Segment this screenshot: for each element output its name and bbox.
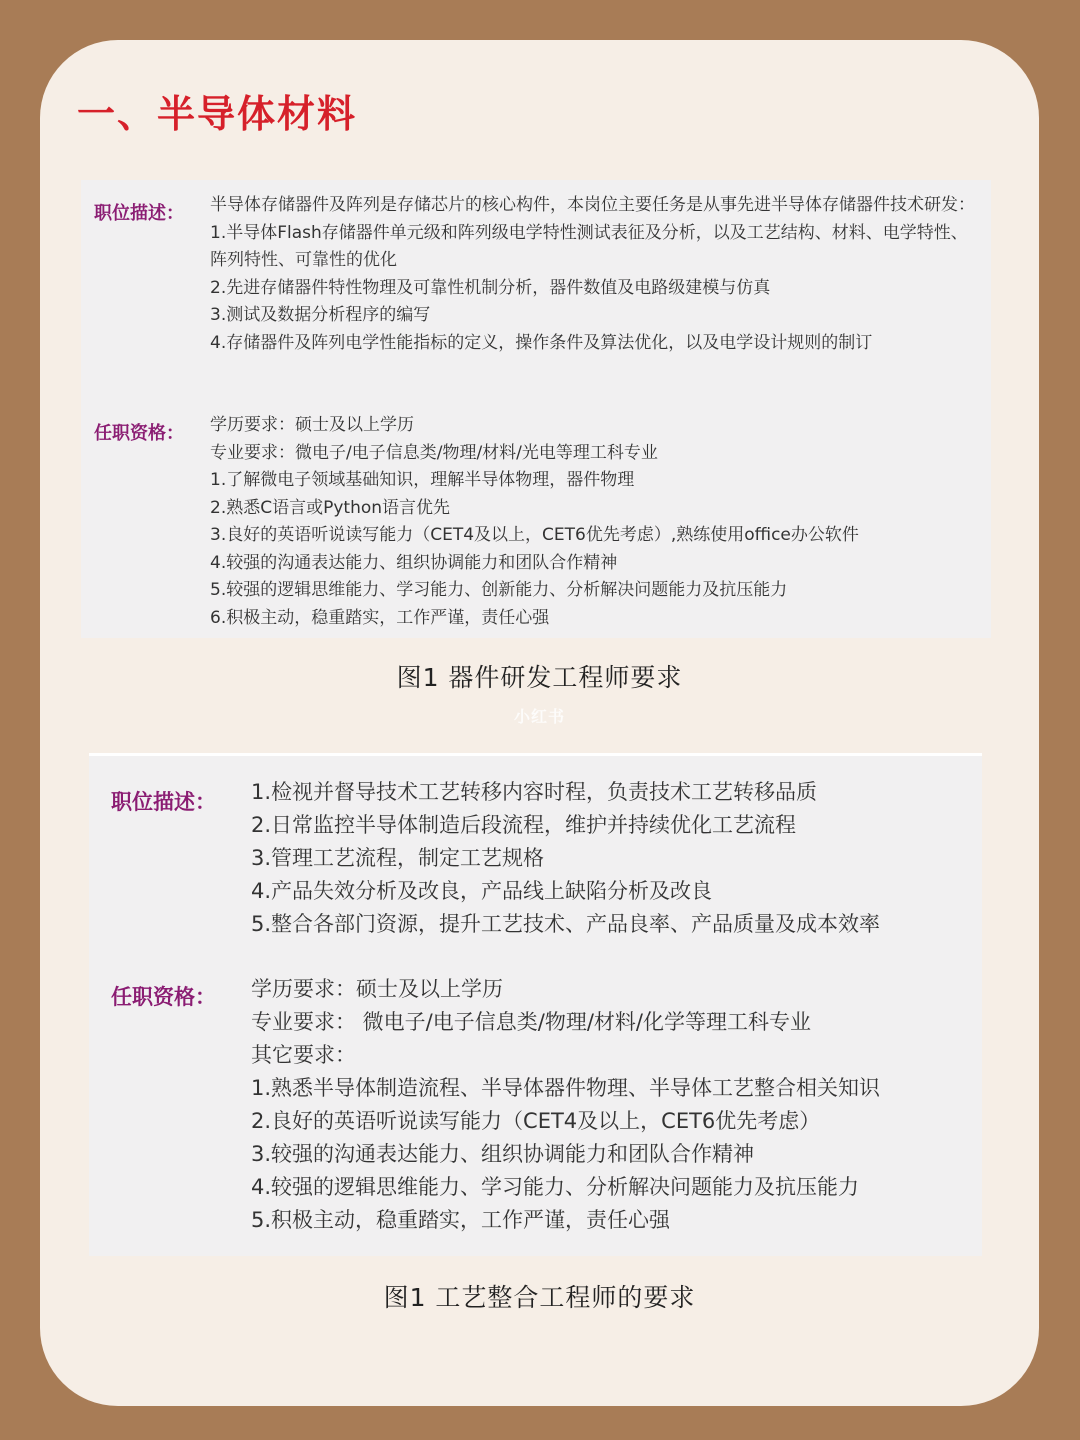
figure2-qualification-line: 4.较强的逻辑思维能力、学习能力、分析解决问题能力及抗压能力: [251, 1175, 860, 1199]
figure1-description-lines: [210, 192, 981, 357]
figure2-qualification-line: 其它要求：: [251, 1043, 356, 1067]
figure2-caption: 图1 工艺整合工程师的要求: [383, 1283, 696, 1312]
figure2-description-line: 5.整合各部门资源，提升工艺技术、产品良率、产品质量及成本效率: [251, 912, 881, 936]
figure1-qualification-line: 专业要求：微电子/电子信息类/物理/材料/光电等理工科专业: [210, 442, 658, 463]
figure1-description-line: 半导体存储器件及阵列是存储芯片的核心构件，本岗位主要任务是从事先进半导体存储器件技术研发：: [210, 195, 975, 215]
figure2-description-label: 职位描述：: [111, 790, 216, 814]
figure2-description-lines: [251, 776, 880, 941]
figure2-description-line: 1.检视并督导技术工艺转移内容时程，负责技术工艺转移品质: [251, 780, 818, 804]
figure2-qualification-line: 1.熟悉半导体制造流程、半导体器件物理、半导体工艺整合相关知识: [251, 1076, 881, 1100]
figure2-description-line: 3.管理工艺流程，制定工艺规格: [251, 846, 545, 870]
figure1-qualification-label: 任职资格：: [94, 423, 184, 444]
figure1-description-label: 职位描述：: [94, 203, 184, 224]
figure1-caption: 图1 器件研发工程师要求: [396, 663, 683, 692]
figure1-description-line: 1.半导体Flash存储器件单元级和阵列级电学特性测试表征及分析，以及工艺结构、材料、电学特性、阵列特性、可靠性的优化: [210, 222, 968, 270]
figure2-description-line: 4.产品失效分析及改良，产品线上缺陷分析及改良: [251, 879, 713, 903]
figure1-qualification-line: 学历要求：硕士及以上学历: [210, 415, 414, 435]
figure2-qualification-line: 5.积极主动，稳重踏实，工作严谨，责任心强: [251, 1208, 671, 1232]
figure2-qualification-label: 任职资格：: [111, 985, 216, 1009]
section-title: 一、半导体材料: [77, 92, 358, 136]
figure2-qualification-line: 2.良好的英语听说读写能力（CET4及以上，CET6优先考虑）: [251, 1109, 821, 1133]
figure1-qualification-line: 5.较强的逻辑思维能力、学习能力、创新能力、分析解决问题能力及抗压能力: [210, 580, 788, 600]
figure2-qualification-line: 3.较强的沟通表达能力、组织协调能力和团队合作精神: [251, 1142, 755, 1166]
figure1-qualification-line: 6.积极主动，稳重踏实，工作严谨，责任心强: [210, 607, 550, 628]
figure2-qualification-line: 专业要求： 微电子/电子信息类/物理/材料/化学等理工科专业: [251, 1010, 811, 1034]
figure1-description-line: 2.先进存储器件特性物理及可靠性机制分析，器件数值及电路级建模与仿真: [210, 277, 771, 298]
figure1-panel: [81, 180, 991, 638]
figure2-description-line: 2.日常监控半导体制造后段流程，维护并持续优化工艺流程: [251, 813, 797, 837]
figure2-qualification-line: 学历要求：硕士及以上学历: [251, 977, 503, 1001]
figure1-description-line: 3.测试及数据分析程序的编写: [210, 305, 431, 325]
figure1-qualification-lines: [210, 412, 981, 632]
figure1-qualification-line: 1.了解微电子领域基础知识，理解半导体物理，器件物理: [210, 470, 635, 490]
figure2-panel: [89, 753, 982, 1256]
figure1-qualification-line: 2.熟悉C语言或Python语言优先: [210, 497, 451, 518]
watermark: 小红书: [513, 707, 565, 726]
figure2-qualification-lines: [251, 973, 880, 1237]
content-card: [40, 40, 1039, 1406]
figure1-qualification-line: 3.良好的英语听说读写能力（CET4及以上，CET6优先考虑）,熟练使用office办公软件: [210, 525, 859, 545]
figure1-description-line: 4.存储器件及阵列电学性能指标的定义，操作条件及算法优化，以及电学设计规则的制订: [210, 332, 873, 353]
figure1-qualification-line: 4.较强的沟通表达能力、组织协调能力和团队合作精神: [210, 552, 618, 573]
